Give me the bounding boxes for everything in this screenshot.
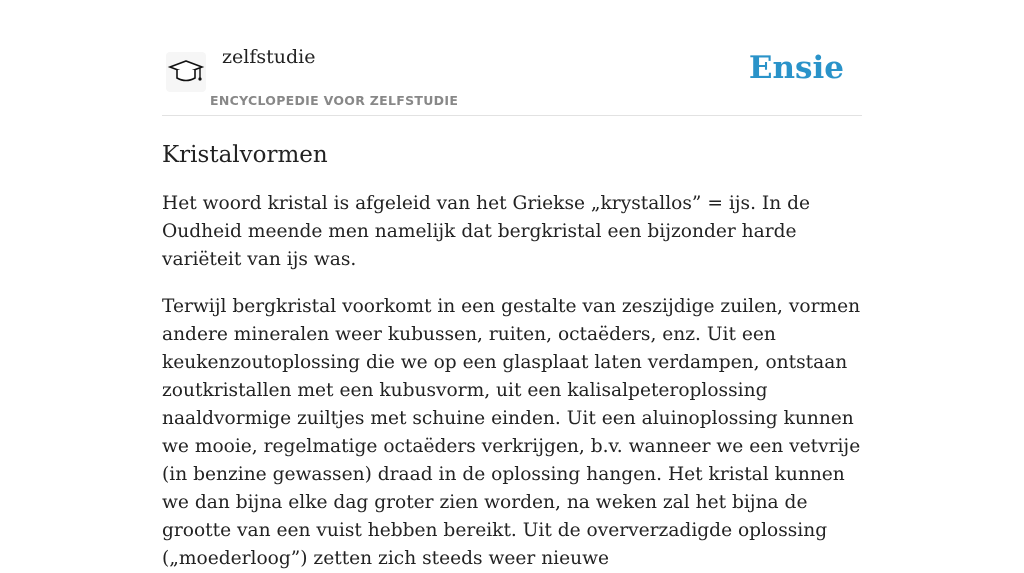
article [162, 138, 866, 573]
article-title: Kristalvormen [162, 142, 328, 168]
site-tagline: ENCYCLOPEDIE VOOR ZELFSTUDIE [210, 93, 459, 108]
article-paragraph: Terwijl bergkristal voorkomt in een gestalte van zeszijdige zuilen, vormen andere mineralen weer kubussen, ruiten, octaëders, enz. Uit een keukenzoutoplossing die we op een glasplaat laten verdampen, ontstaan zoutkristallen met een kubusvorm, uit een kalisalpeteroplossing naaldvormige zuiltjes met schuine einden. Uit een aluinoplossing kunnen we mooie, regelmatige octaëders verkrijgen, b.v. wanneer we een vetvrije (in benzine gewassen) draad in de oplossing hangen. Het kristal kunnen we dan bijna elke dag groter zien worden, na weken zal het bijna de grootte van een vuist hebben bereikt. Uit de oververzadigde oplossing („moederloog”) zetten zich steeds weer nieuwe [162, 296, 861, 569]
site-logo[interactable] [166, 52, 206, 92]
brand-logo-link[interactable]: Ensie [748, 50, 844, 86]
site-header [162, 40, 862, 116]
graduation-cap-icon [168, 57, 204, 87]
site-name[interactable]: zelfstudie [222, 46, 316, 68]
article-paragraph: Het woord kristal is afgeleid van het Griekse „krystallos” = ijs. In de Oudheid meende men namelijk dat bergkristal een bijzonder harde variëteit van ijs was. [162, 193, 811, 270]
